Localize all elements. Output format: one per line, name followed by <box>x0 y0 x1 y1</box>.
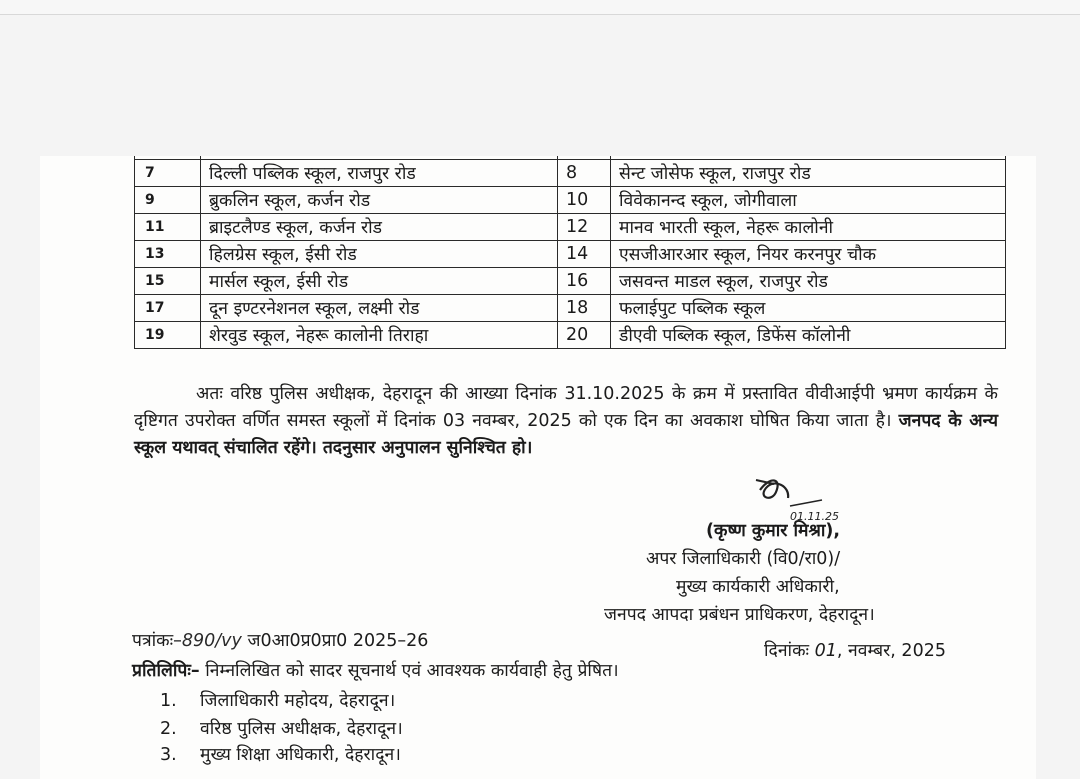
school-name: मार्सल स्कूल, ईसी रोड <box>201 268 558 295</box>
list-item <box>160 716 403 740</box>
row-number: 18 <box>558 295 611 322</box>
row-number: 12 <box>558 214 611 241</box>
paragraph-bold-text: जनपद के अन्य स्कूल यथावत् संचालित रहेंगे। तदनुसार अनुपालन सुनिश्चित हो। <box>134 411 998 458</box>
list-item-number: 3. <box>160 745 177 765</box>
list-item-text: जिलाधिकारी महोदय, देहरादून। <box>200 691 396 711</box>
signature-date: 01.11.25 <box>790 510 839 523</box>
table-row <box>135 160 1006 187</box>
copy-to-text: निम्नलिखित को सादर सूचनार्थ एवं आवश्यक कार्यवाही हेतु प्रेषित। <box>205 661 619 681</box>
school-name: दिल्ली पब्लिक स्कूल, राजपुर रोड <box>201 160 558 187</box>
school-name: सेन्ट जोसेफ स्कूल, राजपुर रोड <box>611 160 1006 187</box>
row-number: 17 <box>135 295 201 322</box>
row-number: 9 <box>135 187 201 214</box>
order-paragraph <box>134 381 998 462</box>
school-name: डीएवी पब्लिक स्कूल, डिफेंस कॉलोनी <box>611 322 1006 349</box>
school-name: मानव भारती स्कूल, नेहरू कालोनी <box>611 214 1006 241</box>
table-row <box>135 187 1006 214</box>
table-row <box>135 322 1006 349</box>
list-item <box>160 688 395 712</box>
row-number: 8 <box>558 160 611 187</box>
officer-designation-3: जनपद आपदा प्रबंधन प्राधिकरण, देहरादून। <box>604 605 875 625</box>
reference-prefix: पत्रांकः– <box>132 631 182 651</box>
paragraph-text: अतः वरिष्ठ पुलिस अधीक्षक, देहरादून की आख्या दिनांक 31.10.2025 के क्रम में प्रस्तावित वीवीआईपी भ्रमण कार्यक्रम के दृष्टिगत उपरोक्त वर्णित समस्त स्कूलों में दिनांक 03 नवम्बर, 2025 को एक दिन का अवकाश घोषित किया जाता है। <box>134 384 998 431</box>
row-number: 14 <box>558 241 611 268</box>
reference-number <box>132 628 428 652</box>
list-item-text: वरिष्ठ पुलिस अधीक्षक, देहरादून। <box>200 719 403 739</box>
school-name: दून इण्टरनेशनल स्कूल, लक्ष्मी रोड <box>201 295 558 322</box>
officer-designation-2: मुख्य कार्यकारी अधिकारी, <box>676 577 840 597</box>
copy-to <box>132 658 619 682</box>
crop-edge <box>40 140 1036 156</box>
school-name: एसजीआरआर स्कूल, नियर करनपुर चौक <box>611 241 1006 268</box>
date-label: दिनांकः <box>764 641 810 661</box>
table-row <box>135 268 1006 295</box>
reference-handwritten: 890/vy <box>181 631 242 651</box>
date-rest: , नवम्बर, 2025 <box>836 641 946 661</box>
table-row <box>135 295 1006 322</box>
row-number: 19 <box>135 322 201 349</box>
school-name: ब्रुकलिन स्कूल, कर्जन रोड <box>201 187 558 214</box>
school-name: जसवन्त माडल स्कूल, राजपुर रोड <box>611 268 1006 295</box>
school-name: शेरवुड स्कूल, नेहरू कालोनी तिराहा <box>201 322 558 349</box>
list-item-number: 1. <box>160 691 177 711</box>
row-number: 11 <box>135 214 201 241</box>
officer-name: (कृष्ण कुमार मिश्रा), <box>706 521 841 541</box>
list-item-text: मुख्य शिक्षा अधिकारी, देहरादून। <box>200 745 401 765</box>
list-item-number: 2. <box>160 719 177 739</box>
list-item <box>160 742 401 765</box>
school-name: हिलग्रेस स्कूल, ईसी रोड <box>201 241 558 268</box>
row-number: 13 <box>135 241 201 268</box>
letter-date <box>764 638 946 662</box>
copy-to-label: प्रतिलिपिः– <box>132 661 200 681</box>
top-bar <box>0 0 1080 15</box>
row-number: 7 <box>135 160 201 187</box>
table-row <box>135 214 1006 241</box>
schools-table <box>134 150 1006 349</box>
school-name: ब्राइटलैण्ड स्कूल, कर्जन रोड <box>201 214 558 241</box>
reference-suffix: ज0आ0प्र0प्रा0 2025–26 <box>247 631 429 651</box>
date-day: 01 <box>814 641 837 661</box>
row-number: 10 <box>558 187 611 214</box>
row-number: 20 <box>558 322 611 349</box>
school-name: फलाईपुट पब्लिक स्कूल <box>611 295 1006 322</box>
row-number: 16 <box>558 268 611 295</box>
school-name: विवेकानन्द स्कूल, जोगीवाला <box>611 187 1006 214</box>
table-row <box>135 241 1006 268</box>
officer-designation-1: अपर जिलाधिकारी (वि0/रा0)/ <box>646 549 841 569</box>
row-number: 15 <box>135 268 201 295</box>
